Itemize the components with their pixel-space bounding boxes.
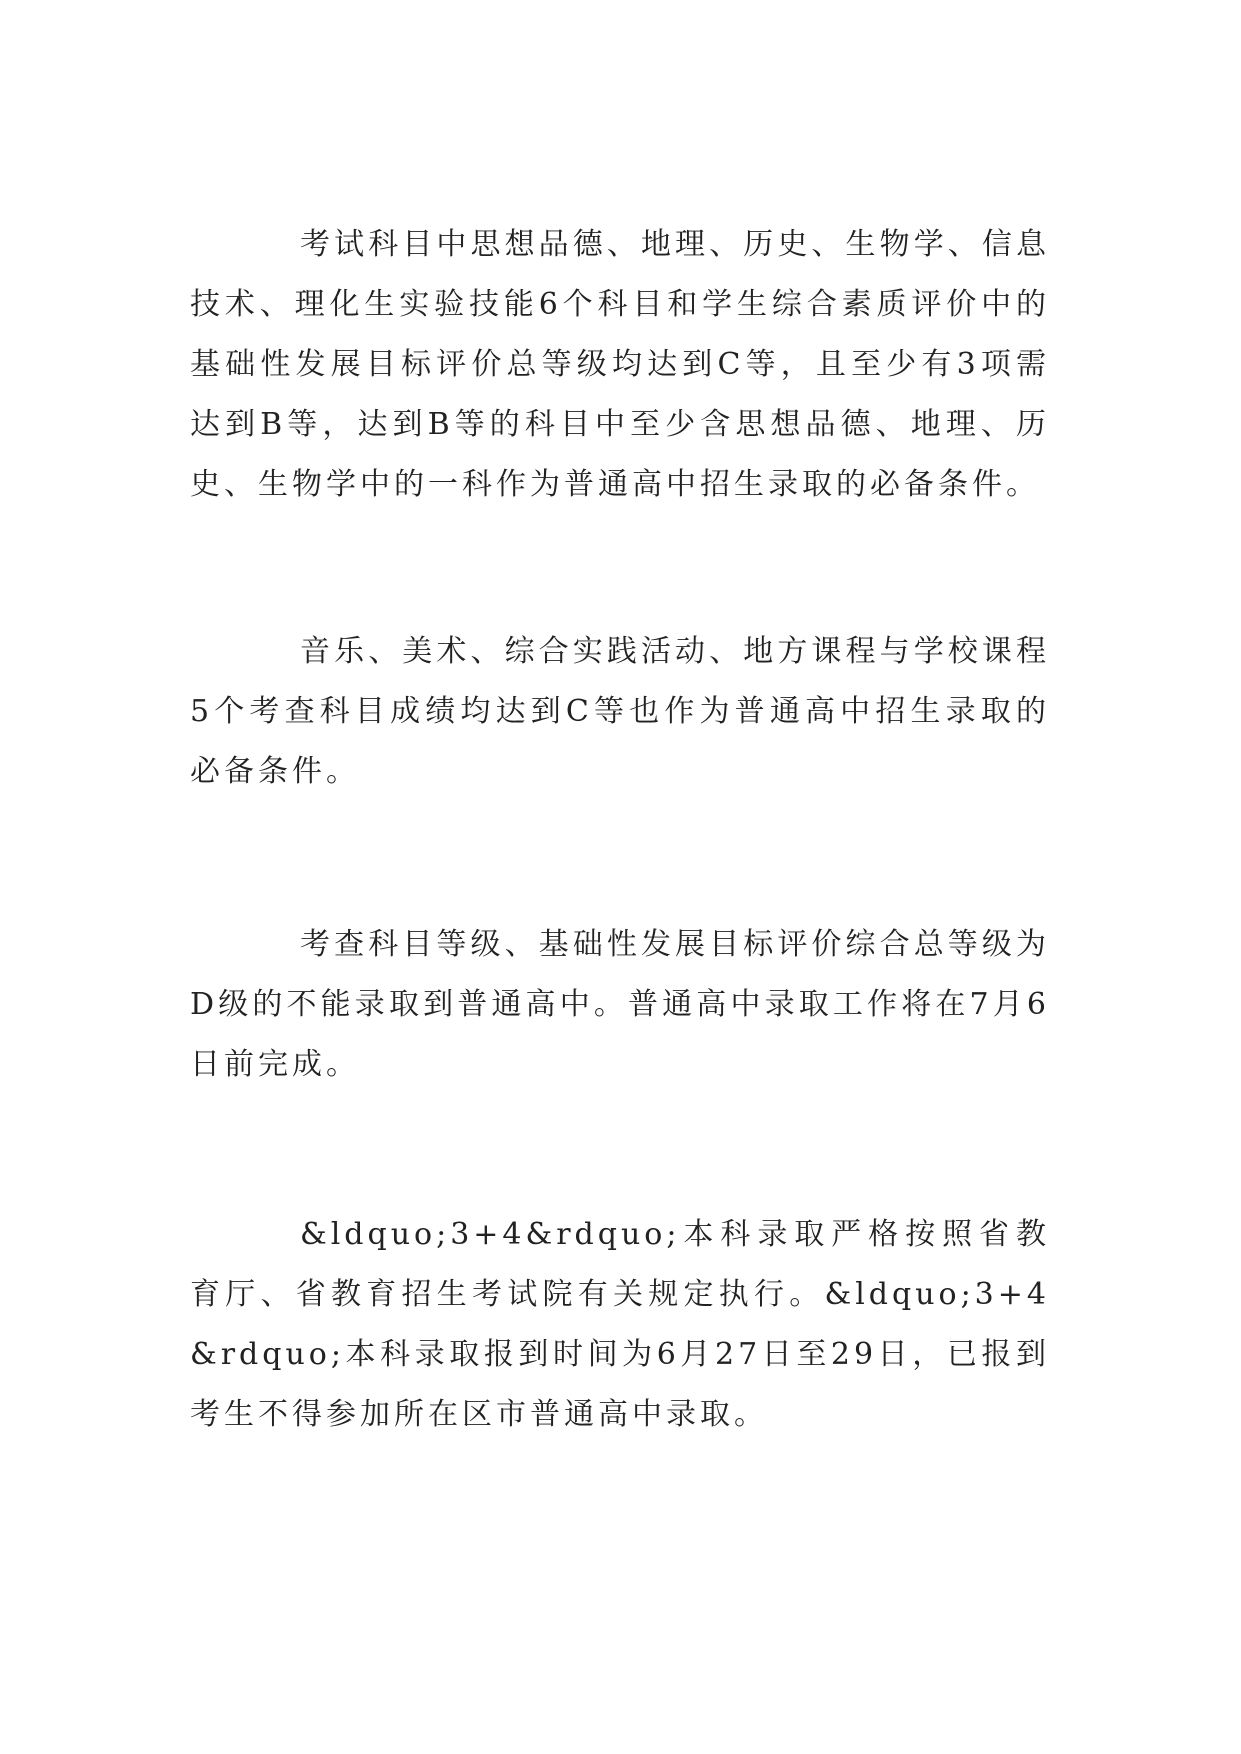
paragraph-exam-subjects: 考试科目中思想品德、地理、历史、生物学、信息技术、理化生实验技能6个科目和学生综合素质评价中的基础性发展目标评价总等级均达到C等，且至少有3项需达到B等，达到B等的科目中至少含思想品德、地理、历史、生物学中的一科作为普通高中招生录取的必备条件。 [190,227,1050,502]
paragraph-admission-deadline: 考查科目等级、基础性发展目标评价综合总等级为D级的不能录取到普通高中。普通高中录取工作将在7月6日前完成。 [190,927,1050,1082]
paragraph-inspection-subjects: 音乐、美术、综合实践活动、地方课程与学校课程5个考查科目成绩均达到C等也作为普通高中招生录取的必备条件。 [190,634,1050,789]
paragraph-3plus4-admission: &ldquo;3+4&rdquo;本科录取严格按照省教育厅、省教育招生考试院有关规定执行。&ldquo;3+4&rdquo;本科录取报到时间为6月27日至29日，已报到考生不得参加所在区市普通高中录取。 [190,1217,1050,1432]
